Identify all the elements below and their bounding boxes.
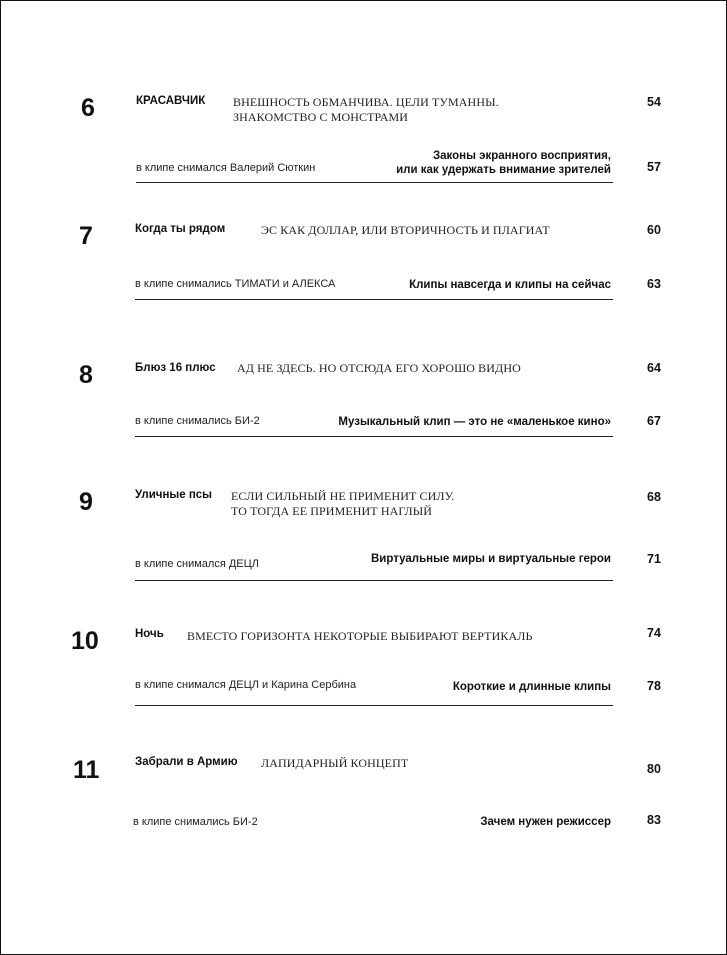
subtitle-line: ЛАПИДАРНЫЙ КОНЦЕПТ	[261, 756, 409, 770]
video-credit: в клипе снимался ДЕЦЛ и Карина Сербина	[135, 679, 357, 691]
chapter-subtitle	[231, 489, 454, 519]
chapter-subtitle	[261, 223, 550, 238]
divider	[135, 580, 613, 581]
chapter-title: Уличные псы	[135, 489, 213, 501]
section-topic	[480, 815, 611, 829]
chapter-subtitle	[187, 629, 532, 644]
divider	[135, 299, 613, 300]
chapter-page-number: 74	[647, 626, 661, 640]
subtitle-line: ВНЕШНОСТЬ ОБМАНЧИВА. ЦЕЛИ ТУМАННЫ.	[233, 95, 499, 109]
subtitle-line: ЭС КАК ДОЛЛАР, ИЛИ ВТОРИЧНОСТЬ И ПЛАГИАТ	[261, 223, 550, 237]
subtitle-line: ЗНАКОМСТВО С МОНСТРАМИ	[233, 110, 409, 124]
chapter-number: 9	[79, 488, 93, 516]
topic-line: Законы экранного восприятия,	[432, 150, 611, 162]
video-credit: в клипе снимались БИ-2	[133, 816, 258, 828]
topic-line: Короткие и длинные клипы	[452, 681, 611, 693]
section-topic	[409, 278, 611, 292]
chapter-number: 10	[71, 627, 99, 655]
chapter-page-number: 80	[647, 762, 661, 776]
chapter-number: 11	[73, 756, 100, 784]
chapter-subtitle	[237, 361, 521, 376]
topic-page-number: 78	[647, 679, 661, 693]
subtitle-line: ТО ТОГДА ЕЕ ПРИМЕНИТ НАГЛЫЙ	[231, 504, 433, 518]
chapter-page-number: 68	[647, 490, 661, 504]
chapter-title: КРАСАВЧИК	[136, 95, 206, 107]
divider	[135, 705, 613, 706]
chapter-title: Забрали в Армию	[135, 756, 238, 768]
section-topic	[396, 149, 611, 177]
subtitle-line: АД НЕ ЗДЕСЬ. НО ОТСЮДА ЕГО ХОРОШО ВИДНО	[237, 361, 521, 375]
video-credit: в клипе снимался ДЕЦЛ	[135, 558, 260, 570]
chapter-title: Когда ты рядом	[135, 223, 226, 235]
chapter-number: 7	[79, 222, 93, 250]
subtitle-line: ВМЕСТО ГОРИЗОНТА НЕКОТОРЫЕ ВЫБИРАЮТ ВЕРТИКАЛЬ	[187, 629, 533, 643]
chapter-page-number: 64	[647, 361, 661, 375]
chapter-page-number: 60	[647, 223, 661, 237]
video-credit: в клипе снимались БИ-2	[135, 415, 260, 427]
topic-line: Виртуальные миры и виртуальные герои	[370, 553, 611, 565]
chapter-page-number: 54	[647, 95, 661, 109]
section-topic	[338, 415, 611, 429]
chapter-subtitle	[233, 95, 499, 125]
subtitle-line: ЕСЛИ СИЛЬНЫЙ НЕ ПРИМЕНИТ СИЛУ.	[231, 489, 455, 503]
divider	[135, 436, 613, 437]
topic-page-number: 57	[647, 160, 661, 174]
video-credit: в клипе снимался Валерий Сюткин	[136, 162, 316, 174]
topic-page-number: 63	[647, 277, 661, 291]
topic-page-number: 71	[647, 552, 661, 566]
video-credit: в клипе снимались ТИМАТИ и АЛЕКСА	[135, 278, 336, 290]
section-topic	[453, 680, 611, 694]
chapter-title: Блюз 16 плюс	[135, 362, 216, 374]
section-topic	[371, 552, 611, 566]
topic-page-number: 83	[647, 813, 661, 827]
topic-line: Музыкальный клип — это не «маленькое кино»	[338, 416, 611, 428]
chapter-title: Ночь	[135, 628, 164, 640]
chapter-subtitle	[261, 756, 408, 771]
topic-page-number: 67	[647, 414, 661, 428]
topic-line: или как удержать внимание зрителей	[396, 164, 611, 176]
divider	[136, 182, 613, 183]
chapter-number: 8	[79, 361, 93, 389]
chapter-number: 6	[81, 94, 95, 122]
topic-line: Клипы навсегда и клипы на сейчас	[409, 279, 611, 291]
topic-line: Зачем нужен режиссер	[480, 816, 611, 828]
